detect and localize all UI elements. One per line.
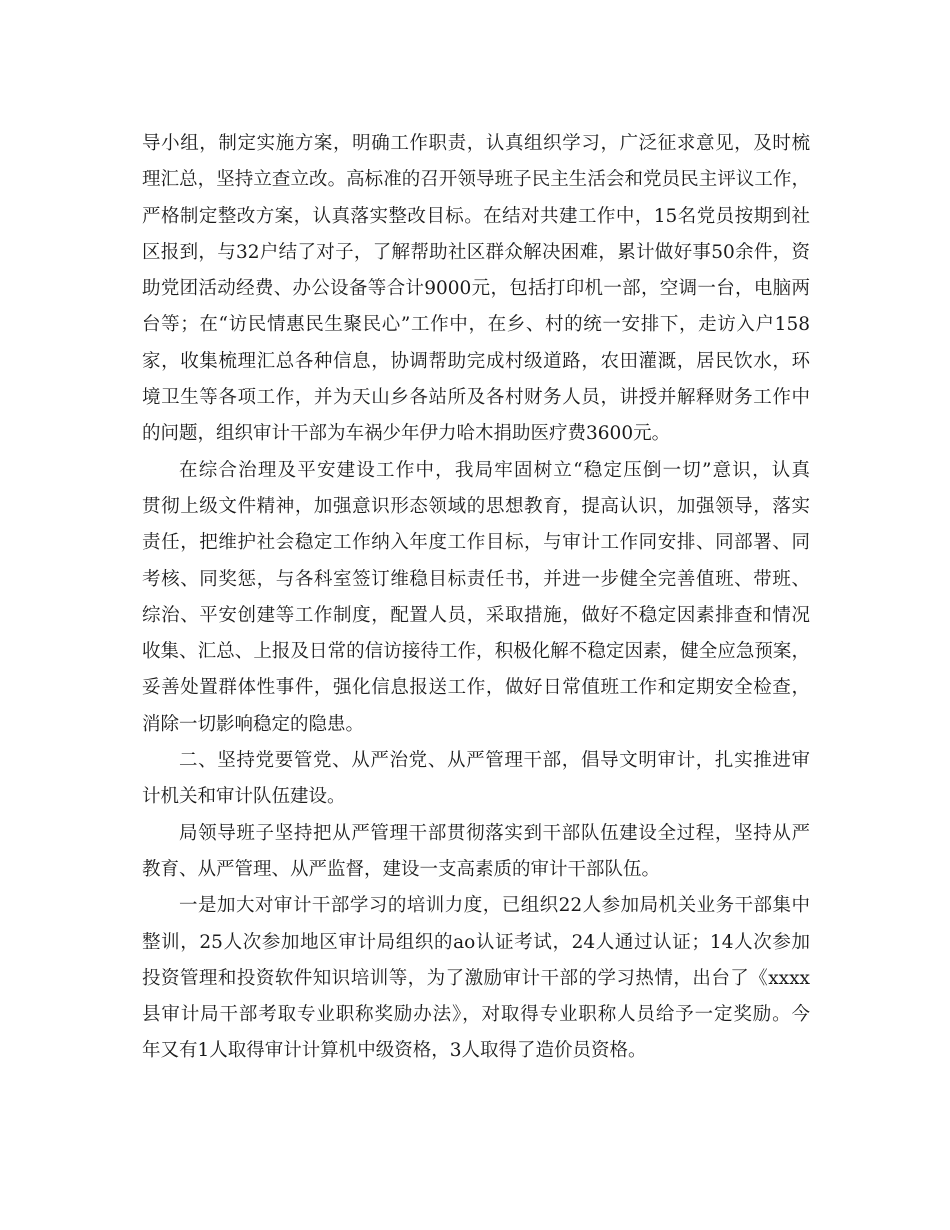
text-line: 年又有1人取得审计计算机中级资格，3人取得了造价员资格。 — [142, 1040, 647, 1062]
text-line: 严格制定整改方案，认真落实整改目标。在结对共建工作中，15名党员按期到社 — [142, 205, 810, 227]
paragraph-stability — [142, 453, 810, 743]
text-line: 二、坚持党要管党、从严治党、从严管理干部，倡导文明审计，扎实推进审 — [179, 750, 810, 772]
text-line: 境卫生等各项工作，并为天山乡各站所及各村财务人员，讲授并解释财务工作中 — [142, 387, 810, 409]
text-line: 县审计局干部考取专业职称奖励办法》，对取得专业职称人员给予一定奖励。今 — [142, 1004, 810, 1026]
text-line: 局领导班子坚持把从严管理干部贯彻落实到干部队伍建设全过程，坚持从严 — [179, 822, 810, 844]
text-line: 收集、汇总、上报及日常的信访接待工作，积极化解不稳定因素，健全应急预案， — [142, 641, 810, 663]
text-line: 整训，25人次参加地区审计局组织的ao认证考试，24人通过认证；14人次参加 — [142, 931, 810, 953]
text-line: 综治、平安创建等工作制度，配置人员，采取措施，做好不稳定因素排查和情况 — [142, 604, 810, 626]
text-line: 计机关和审计队伍建设。 — [142, 786, 346, 808]
text-line: 理汇总，坚持立查立改。高标准的召开领导班子民主生活会和党员民主评议工作， — [142, 169, 810, 191]
text-line: 投资管理和投资软件知识培训等，为了激励审计干部的学习热情，出台了《xxxx — [142, 967, 810, 989]
text-line: 台等；在“访民情惠民生聚民心”工作中，在乡、村的统一安排下，走访入户158 — [142, 314, 810, 336]
text-line: 导小组，制定实施方案，明确工作职责，认真组织学习，广泛征求意见，及时梳 — [142, 133, 810, 154]
text-line: 家，收集梳理汇总各种信息，协调帮助完成村级道路，农田灌溉，居民饮水，环 — [142, 350, 810, 372]
text-line: 贯彻上级文件精神，加强意识形态领域的思想教育，提高认识，加强领导，落实 — [142, 495, 810, 517]
paragraph-strict-management — [142, 816, 810, 889]
text-line: 在综合治理及平安建设工作中，我局牢固树立“稳定压倒一切”意识，认真 — [179, 459, 810, 481]
document-body — [142, 126, 810, 1070]
text-line: 的问题，组织审计干部为车祸少年伊力哈木捐助医疗费3600元。 — [142, 423, 671, 445]
text-line: 一是加大对审计干部学习的培训力度，已组织22人参加局机关业务干部集中 — [179, 895, 810, 917]
section-heading-two — [142, 743, 810, 816]
paragraph-party-building — [142, 126, 810, 453]
text-line: 教育、从严管理、从严监督，建设一支高素质的审计干部队伍。 — [142, 858, 661, 880]
text-line: 消除一切影响稳定的隐患。 — [142, 713, 365, 735]
text-line: 考核、同奖惩，与各科室签订维稳目标责任书，并进一步健全完善值班、带班、 — [142, 568, 810, 590]
paragraph-training — [142, 888, 810, 1069]
text-line: 妥善处置群体性事件，强化信息报送工作，做好日常值班工作和定期安全检查， — [142, 677, 810, 699]
text-line: 助党团活动经费、办公设备等合计9000元，包括打印机一部，空调一台，电脑两 — [142, 278, 810, 300]
text-line: 责任，把维护社会稳定工作纳入年度工作目标，与审计工作同安排、同部署、同 — [142, 532, 810, 554]
text-line: 区报到，与32户结了对子，了解帮助社区群众解决困难，累计做好事50余件，资 — [142, 241, 810, 263]
